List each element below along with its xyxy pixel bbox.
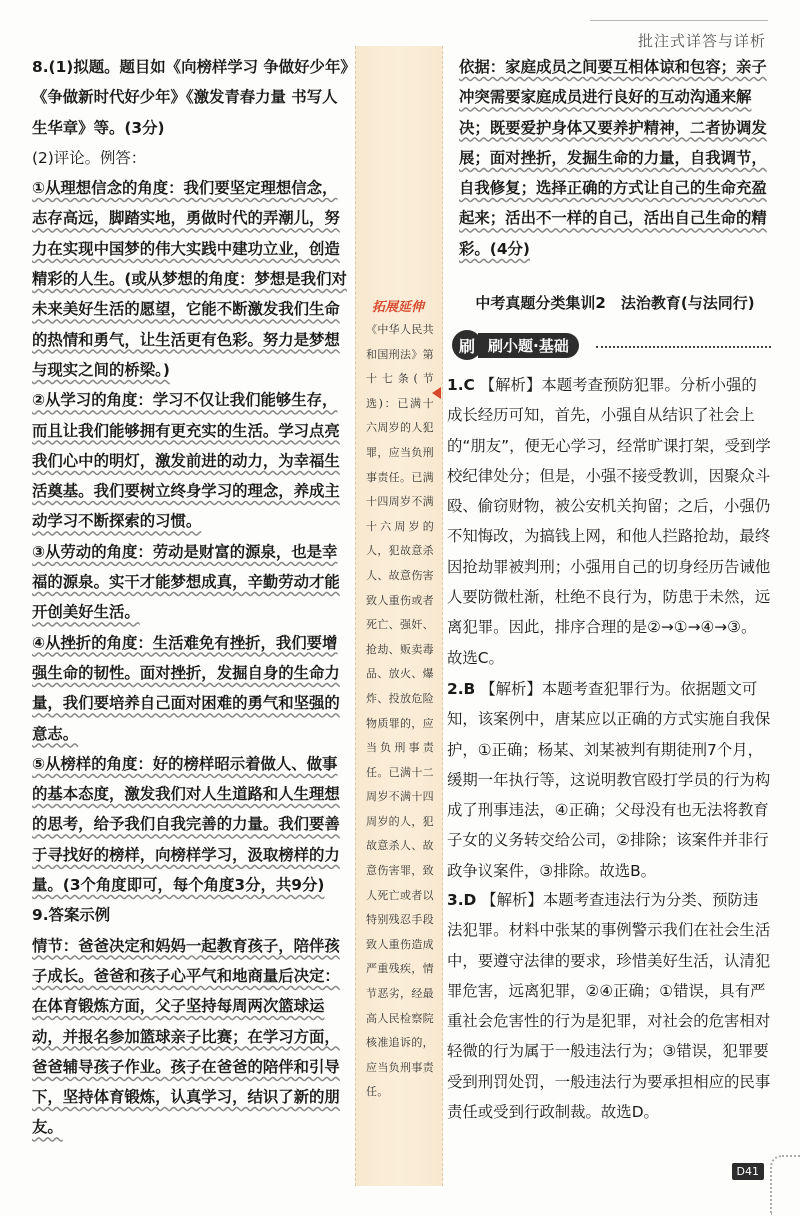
side-note-title: 拓展延伸 <box>371 300 424 315</box>
section-title: 中考真题分类集训2 法治教育(与法同行) <box>475 294 755 312</box>
answer-2-num: 2.B <box>447 680 476 698</box>
answer-2 <box>447 674 771 886</box>
q9-basis: 依据：家庭成员之间要互相体谅和包容；亲子冲突需要家庭成员进行良好的互动沟通来解决；既要爱护身体又要养护精神，二者协调发展；面对挫折，发掘生命的力量，自我调节，自我修复；选择正确的方式让自己的生命充盈起来；活出不一样的自己，活出自己生命的精彩。(4分) <box>459 58 767 258</box>
practice-badge <box>452 329 592 361</box>
q8-point-2: ②从学习的角度：学习不仅让我们能够生存，而且让我们能够拥有更充实的生活。学习点亮我们心中的明灯，激发前进的动力，为幸福生活奠基。我们要树立终身学习的理念，养成主动学习不断探索的习惯。 <box>32 391 340 531</box>
badge-label: 刷小题·基础 <box>478 333 579 358</box>
answer-1-text: 【解析】本题考查预防犯罪。分析小强的成长经历可知，首先，小强自从结识了社会上的“朋友”，便无心学习，经常旷课打架，受到学校纪律处分；但是，小强不接受教训，因聚众斗殴、偷窃财物，被公安机关拘留；之后，小强仍不知悔改，为搞钱上网，和他人拦路抢劫，最终因抢劫罪被判刑；小强用自己的切身经历告诫他人要防微杜渐，杜绝不良行为，防患于未然，远离犯罪。因此，排序合理的是②→①→④→③。故选C。 <box>447 376 771 667</box>
page-number: D41 <box>732 1163 764 1180</box>
q8-point-4: ④从挫折的角度：生活难免有挫折，我们要增强生命的韧性。面对挫折，发掘自身的生命力量，我们要培养自己面对困难的勇气和坚强的意志。 <box>32 633 340 743</box>
q8-sub2: (2)评论。例答： <box>32 148 147 167</box>
answer-1-num: 1.C <box>447 376 475 394</box>
dotted-divider <box>596 346 771 348</box>
corner-decoration <box>770 1155 800 1215</box>
page-header: 批注式详答与详析 <box>637 32 766 50</box>
left-column <box>32 52 350 1143</box>
answer-3-num: 3.D <box>447 891 477 909</box>
q8-point-5: ⑤从榜样的角度：好的榜样昭示着做人、做事的基本态度，激发我们对人生道路和人生理想的思考，给予我们自我完善的力量。我们要善于寻找好的榜样，向榜样学习，汲取榜样的力量。(3个角度即可，每个角度3分，共9分) <box>32 754 340 895</box>
q9-title: 9.答案示例 <box>32 906 111 925</box>
pointer-arrow-icon <box>432 387 441 399</box>
q8-point-1: ①从理想信念的角度：我们要坚定理想信念，志存高远，脚踏实地，勇做时代的弄潮儿，努力在实现中国梦的伟大实践中建功立业，创造精彩的人生。(或从梦想的角度：梦想是我们对未来美好生活的愿望，它能不断激发我们生命的热情和勇气，让生活更有色彩。努力是梦想与现实之间的桥梁。) <box>32 179 347 379</box>
q9-answer: 情节：爸爸决定和妈妈一起教育孩子，陪伴孩子成长。爸爸和孩子心平气和地商量后决定：在体育锻炼方面，父子坚持每周两次篮球运动，并报名参加篮球亲子比赛；在学习方面，爸爸辅导孩子作业。孩子在爸爸的陪伴和引导下，坚持体育锻炼，认真学习，结识了新的朋友。 <box>32 936 340 1137</box>
right-top <box>459 52 771 264</box>
answer-3-text: 【解析】本题考查违法行为分类、预防违法犯罪。材料中张某的事例警示我们在社会生活中，要遵守法律的要求，珍惜美好生活，认清犯罪危害，远离犯罪，②④正确；①错误，具有严重社会危害性的行为是犯罪，对社会的危害相对轻微的行为属于一般违法行为；③错误，犯罪要受到刑罚处罚，一般违法行为要承担相应的民事责任或受到行政制裁。故选D。 <box>447 891 771 1122</box>
q8-point-3: ③从劳动的角度：劳动是财富的源泉，也是幸福的源泉。实干才能梦想成真，辛勤劳动才能开创美好生活。 <box>32 542 340 622</box>
answer-1 <box>447 370 771 673</box>
q8-title: 8.(1)拟题。题目如《向榜样学习 争做好少年》《争做新时代好少年》《激发青春力量 书写人生华章》等。(3分) <box>32 58 349 137</box>
answer-3 <box>447 885 771 1127</box>
answer-2-text: 【解析】本题考查犯罪行为。依据题文可知，该案例中，唐某应以正确的方式实施自我保护，①正确；杨某、刘某被判有期徒刑7个月，缓期一年执行等，这说明教官殴打学员的行为构成了刑事违法，④正确；父母没有也无法将教育子女的义务转交给公司，②排除；该案件并非行政争议案件，③排除。故选B。 <box>447 680 771 880</box>
header-rule <box>590 20 768 21</box>
side-note-text: 《中华人民共和国刑法》第十七条(节选)：已满十六周岁的人犯罪，应当负刑事责任。已满十四周岁不满十六周岁的人，犯故意杀人、故意伤害致人重伤或者死亡、强奸、抢劫、贩卖毒品、放火、爆炸、投放危险物质罪的，应当负刑事责任。已满十二周岁不满十四周岁的人，犯故意杀人、故意伤害罪，致人死亡或者以特别残忍手段致人重伤造成严重残疾，情节恶劣，经最高人民检察院核准追诉的，应当负刑事责任。 <box>366 323 434 1099</box>
brush-icon: 刷 <box>452 330 482 360</box>
